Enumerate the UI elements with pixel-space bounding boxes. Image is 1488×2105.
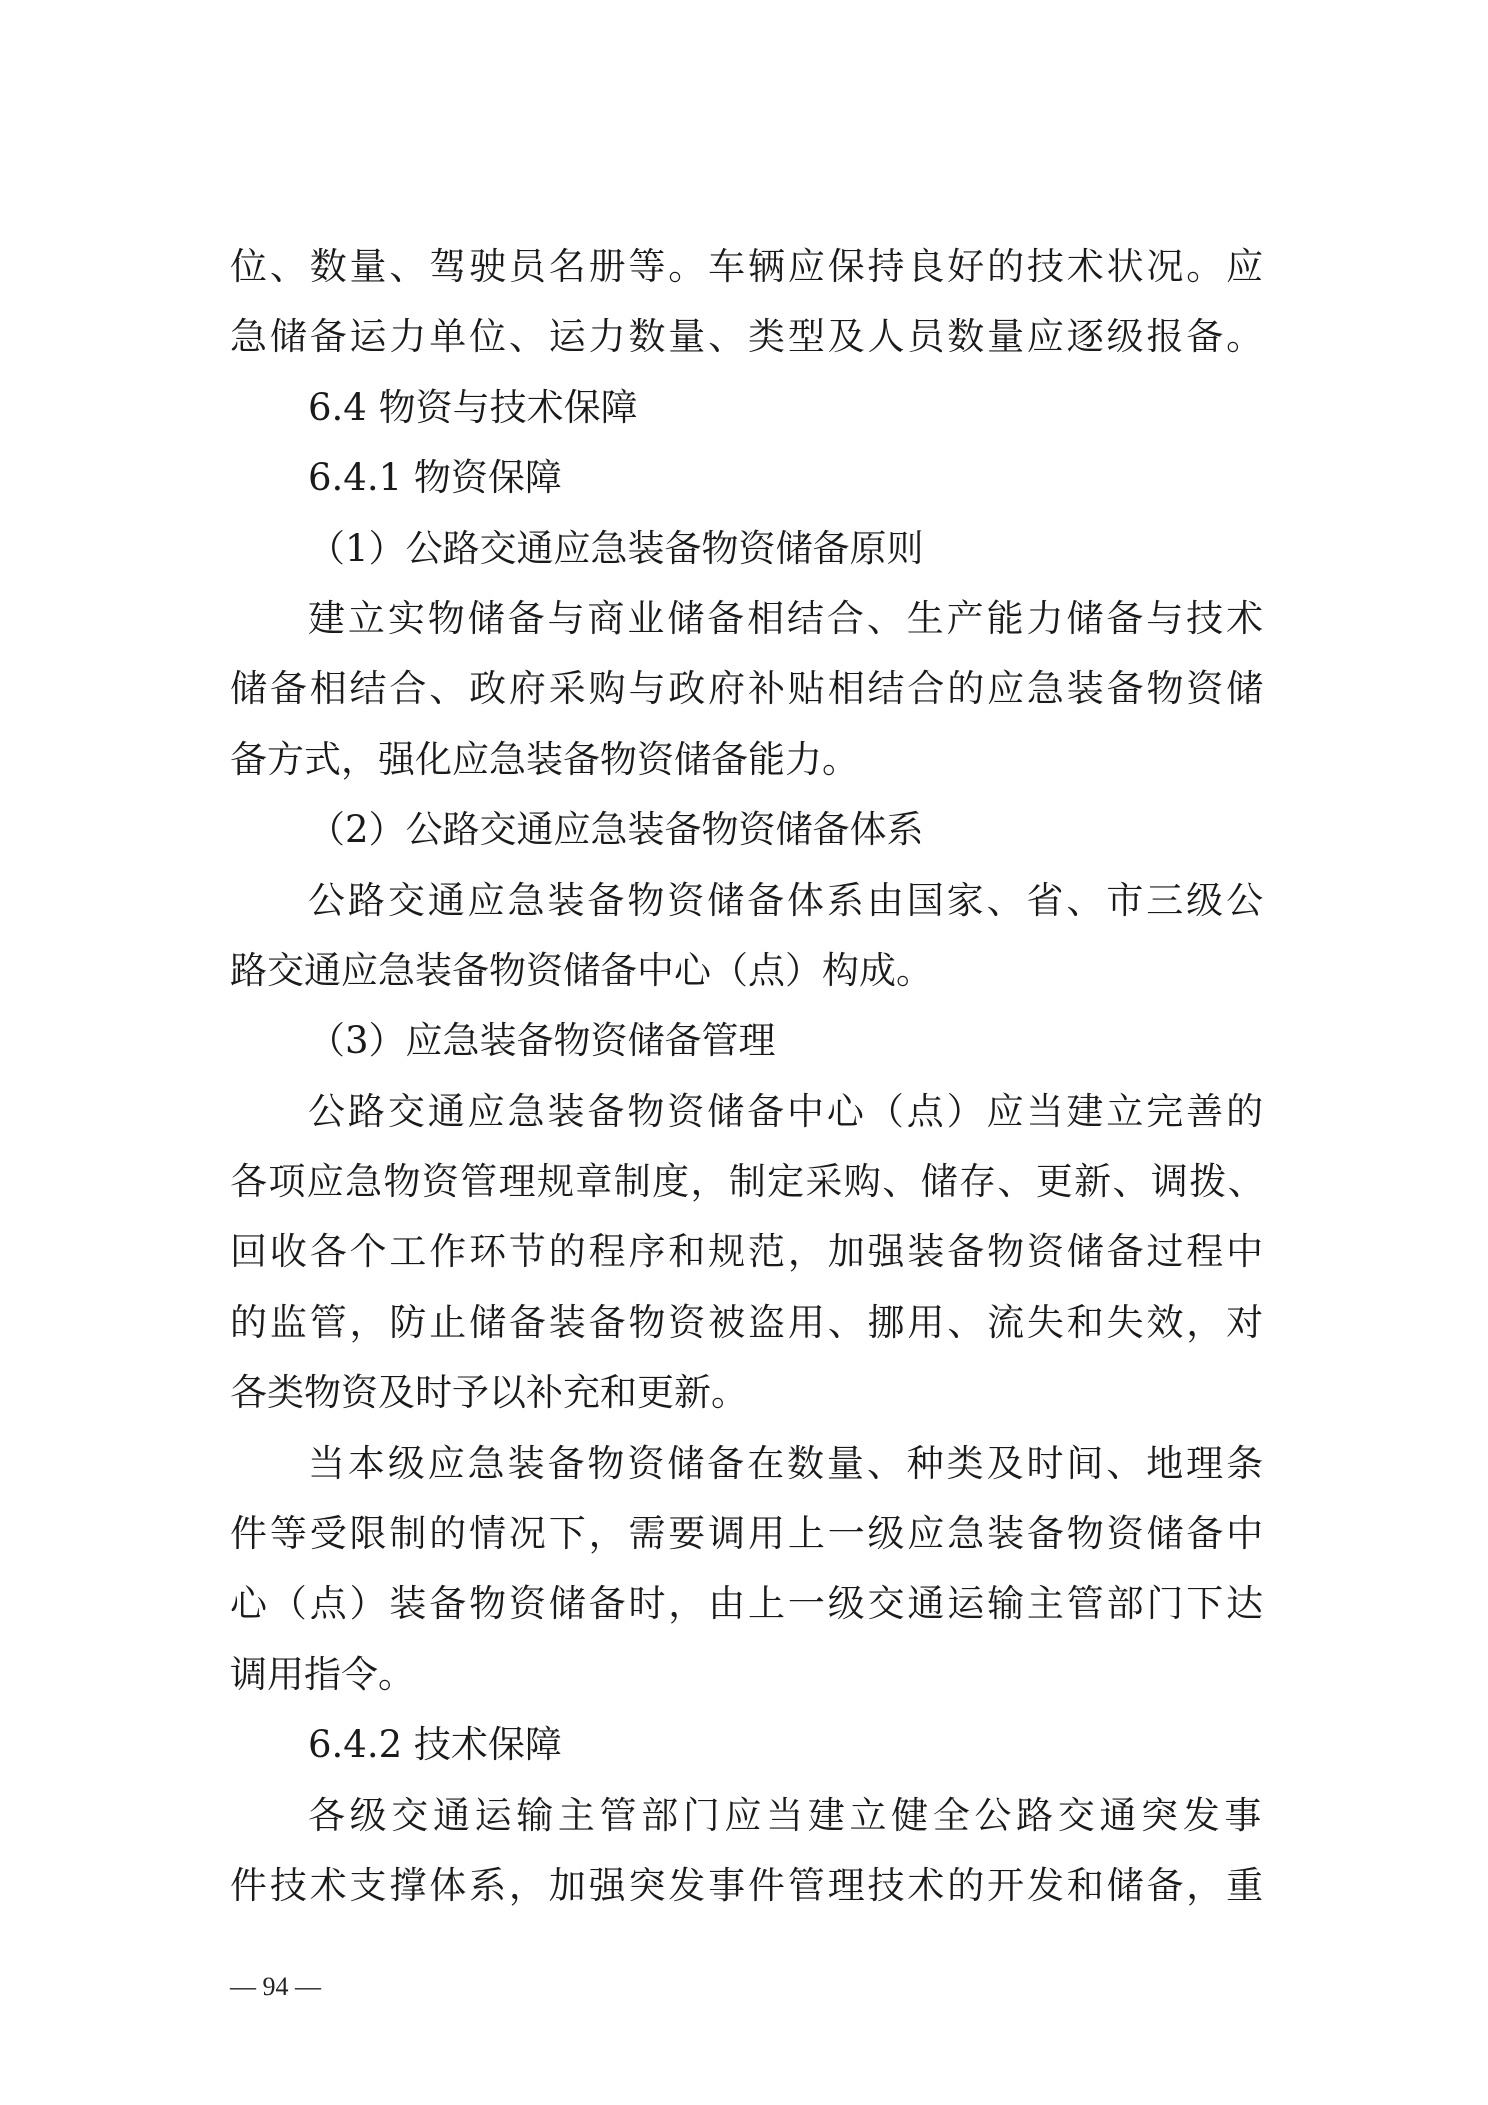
text-line-row <box>230 1147 1266 1217</box>
text-line-row <box>230 1288 1266 1358</box>
text-line-row <box>230 936 1266 1006</box>
text-line: 6.4.2 技术保障 <box>308 1723 562 1767</box>
text-line: 的监管，防止储备装备物资被盗用、挪用、流失和失效，对 <box>230 1300 1266 1344</box>
text-line: 各类物资及时予以补充和更新。 <box>230 1371 748 1415</box>
text-line-row <box>230 725 1266 795</box>
text-line: （1）公路交通应急装备物资储备原则 <box>308 526 924 570</box>
text-line: 储备相结合、政府采购与政府补贴相结合的应急装备物资储 <box>230 667 1266 711</box>
text-line-row <box>230 302 1266 372</box>
text-line-row <box>230 1217 1266 1287</box>
text-line: 心（点）装备物资储备时，由上一级交通运输主管部门下达 <box>230 1582 1266 1626</box>
text-line-row <box>230 866 1266 936</box>
text-line-row <box>230 1077 1266 1147</box>
text-line: 当本级应急装备物资储备在数量、种类及时间、地理条 <box>308 1441 1266 1485</box>
text-line: 6.4 物资与技术保障 <box>308 385 638 429</box>
text-line-row <box>230 1358 1266 1428</box>
text-line: （2）公路交通应急装备物资储备体系 <box>308 808 924 852</box>
text-line: 件技术支撑体系，加强突发事件管理技术的开发和储备，重 <box>230 1863 1266 1907</box>
text-line-row <box>230 1499 1266 1569</box>
text-line-row <box>230 795 1266 865</box>
text-line: 建立实物储备与商业储备相结合、生产能力储备与技术 <box>308 596 1266 640</box>
text-line: 各级交通运输主管部门应当建立健全公路交通突发事 <box>308 1793 1266 1837</box>
text-line: 急储备运力单位、运力数量、类型及人员数量应逐级报备。 <box>230 315 1266 359</box>
text-line: 路交通应急装备物资储备中心（点）构成。 <box>230 948 933 992</box>
text-line: 回收各个工作环节的程序和规范，加强装备物资储备过程中 <box>230 1230 1266 1274</box>
text-line-row <box>230 1851 1266 1921</box>
text-line: 备方式，强化应急装备物资储备能力。 <box>230 737 859 781</box>
document-body <box>230 232 1266 1921</box>
text-line-row <box>230 1640 1266 1710</box>
text-line-row <box>230 373 1266 443</box>
page-number: — 94 — <box>230 1972 321 2001</box>
text-line: 各项应急物资管理规章制度，制定采购、储存、更新、调拨、 <box>230 1160 1266 1204</box>
text-line-row <box>230 654 1266 724</box>
text-line-row <box>230 1006 1266 1076</box>
text-line-row <box>230 514 1266 584</box>
text-line-row <box>230 1781 1266 1851</box>
text-line-row <box>230 1710 1266 1780</box>
text-line: （3）应急装备物资储备管理 <box>308 1019 776 1063</box>
text-line: 位、数量、驾驶员名册等。车辆应保持良好的技术状况。应 <box>230 245 1266 288</box>
text-line: 件等受限制的情况下，需要调用上一级应急装备物资储备中 <box>230 1512 1266 1556</box>
text-line-row <box>230 232 1266 302</box>
text-line: 6.4.1 物资保障 <box>308 456 562 500</box>
text-line: 公路交通应急装备物资储备体系由国家、省、市三级公 <box>308 878 1266 922</box>
text-line: 调用指令。 <box>230 1652 415 1696</box>
text-line: 公路交通应急装备物资储备中心（点）应当建立完善的 <box>308 1089 1266 1133</box>
text-line-row <box>230 443 1266 513</box>
text-line-row <box>230 1569 1266 1639</box>
text-line-row <box>230 1429 1266 1499</box>
text-line-row <box>230 584 1266 654</box>
